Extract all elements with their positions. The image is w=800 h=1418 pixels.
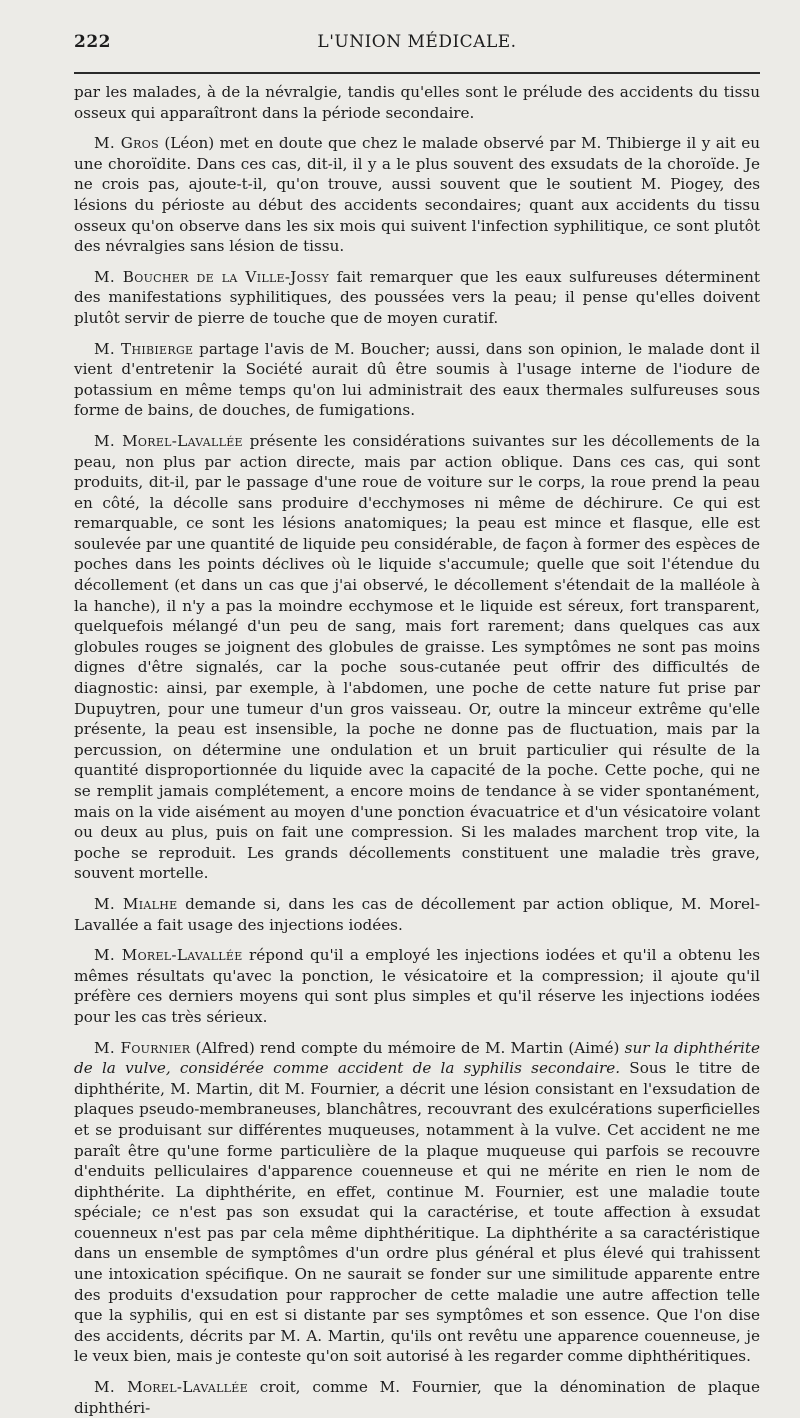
header-rule bbox=[74, 72, 760, 74]
paragraph-boucher bbox=[74, 267, 760, 329]
speaker-name: M. Thibierge bbox=[94, 339, 194, 358]
paragraph-text: Sous le titre de diphthérite, M. Martin, dit M. Fournier, a décrit une lésion consistant en l'exsudation de plaques pseudo-membraneuses, blanchâtres, recouvrant des exulcérations superficielles et se produisant sur différentes muqueuses, notamment à la vulve. Cet accident ne me paraît être qu'une forme particulière de la plaque muqueuse qui parfois se recouvre d'enduits pelliculaires d'apparence couenneuse et qui ne mérite en rien le nom de diphthérite. La diphthérite, en effet, continue M. Fournier, est une maladie toute spéciale; ce n'est pas son exsudat qui la caractérise, et toute affection à exsudat couenneux n'est pas par cela même diphthéritique. La diphthérite a sa caractéristique dans un ensemble de symptômes d'un ordre plus général et plus élevé qui trahissent une intoxication spécifique. On ne saurait se fonder sur une similitude apparente entre des produits d'exsudation pour rapprocher de cette maladie une autre affection telle que la syphilis, qui en est si distante par ses symptômes et son essence. Que l'on dise des accidents, décrits par M. A. Martin, qu'ils ont revêtu une apparence couenneuse, je le veux bien, mais je conteste qu'on soit autorisé à les regarder comme diphthéritiques. bbox=[74, 1059, 760, 1366]
paragraph-text-lead: (Alfred) rend compte du mémoire de M. Martin (Aimé) bbox=[190, 1038, 625, 1057]
paragraph-continuation bbox=[74, 82, 760, 123]
running-title: L'UNION MÉDICALE. bbox=[317, 32, 517, 52]
paragraph-text: partage l'avis de M. Boucher; aussi, dans son opinion, le malade dont il vient d'entretenir la Société aurait dû être soumis à l'usage interne de l'iodure de potassium en même temps qu'on lui administrait des eaux thermales sulfureuses sous forme de bains, de douches, de fumigations. bbox=[74, 339, 760, 420]
paragraph-morel-lavallee-2 bbox=[74, 945, 760, 1027]
speaker-name: M. Morel-Lavallée bbox=[94, 1378, 248, 1397]
memoir-title: sur la diphthérite de la vulve, considérée comme accident de la syphilis secondaire. bbox=[74, 1038, 760, 1078]
paragraph-fournier bbox=[74, 1038, 760, 1368]
speaker-name: M. Mialhe bbox=[94, 894, 178, 913]
paragraph-mialhe bbox=[74, 894, 760, 935]
speaker-name: M. Gros bbox=[94, 134, 159, 153]
paragraph-text: fait remarquer que les eaux sulfureuses déterminent des manifestations syphilitiques, des poussées vers la peau; il pense qu'elles doivent plutôt servir de pierre de touche que de moyen curatif. bbox=[74, 267, 760, 327]
paragraph-text: demande si, dans les cas de décollement par action oblique, M. Morel-Lavallée a fait usage des injections iodées. bbox=[74, 894, 760, 934]
page-number: 222 bbox=[74, 32, 111, 52]
paragraph-morel-lavallee-1 bbox=[74, 431, 760, 884]
paragraph-text: (Léon) met en doute que chez le malade observé par M. Thibierge il y ait eu une choroïdite. Dans ces cas, dit-il, il y a le plus souvent des exsudats de la choroïde. Je ne crois pas, ajoute-t-il, qu'on trouve, aussi souvent que le soutient M. Piogey, des lésions du périoste au début des accidents secondaires; quant aux accidents du tissu osseux qu'on observe dans les six mois qui suivent l'infection syphilitique, ce sont plutôt des névralgies sans lésion de tissu. bbox=[74, 134, 760, 256]
paragraph-thibierge bbox=[74, 339, 760, 421]
paragraph-text: répond qu'il a employé les injections iodées et qu'il a obtenu les mêmes résultats qu'avec la ponction, le vésicatoire et la compression; il ajoute qu'il préfère ces derniers moyens qui sont plus simples et qu'il réserve les injections iodées pour les cas très sérieux. bbox=[74, 946, 761, 1026]
page-header bbox=[74, 28, 760, 58]
paragraph-text: par les malades, à de la névralgie, tandis qu'elles sont le prélude des accidents du tissu osseux qui apparaîtront dans la période secondaire. bbox=[74, 83, 760, 122]
paragraph-gros bbox=[74, 133, 760, 257]
speaker-name: M. Morel-Lavallée bbox=[94, 431, 243, 450]
paragraph-morel-lavallee-3 bbox=[74, 1377, 760, 1418]
paragraph-text: présente les considérations suivantes sur les décollements de la peau, non plus par action directe, mais par action oblique. Dans ces cas, qui sont produits, dit-il, par le passage d'une roue de voiture sur le corps, la roue prend la peau en côté, la décolle sans produire d'ecchymoses ni même de déchirure. Ce qui est remarquable, ce sont les lésions anatomiques; la peau est mince et flasque, elle est soulevée par une quantité de liquide peu considérable, de façon à former des espèces de poches dans les points déclives où le liquide s'accumule; quelle que soit l'étendue du décollement (et dans un cas que j'ai observé, le décollement s'étendait de la malléole à la hanche), il n'y a pas la moindre ecchymose et le liquide est séreux, fort transparent, quelquefois mélangé d'un peu de sang, mais fort rarement; dans quelques cas aux globules rouges se joignent des globules de graisse. Les symptômes ne sont pas moins dignes d'être signalés, car la poche sous-cutanée peut offrir des difficultés de diagnostic: ainsi, par exemple, à l'abdomen, une poche de cette nature fut prise par Dupuytren, pour une tumeur d'un gros vaisseau. Or, outre la minceur extrême qu'elle présente, la peau est insensible, la poche ne donne pas de fluctuation, mais par la percussion, on détermine une ondulation et un bruit particulier qui résulte de la quantité disproportionnée du liquide avec la capacité de la poche. Cette poche, qui ne se remplit jamais complétement, a encore moins de tendance à se vider spontanément, mais on la vide aisément au moyen d'une ponction évacuatrice et d'un vésicatoire volant ou deux au plus, puis on fait une compression. Si les malades marchent trop vite, la poche se reproduit. Les grands décollements constituent une maladie très grave, souvent mortelle. bbox=[74, 431, 760, 883]
speaker-name: M. Boucher de la Ville-Jossy bbox=[94, 267, 330, 286]
speaker-name: M. Morel-Lavallée bbox=[94, 946, 243, 965]
paragraph-text: croit, comme M. Fournier, que la dénomination de plaque diphthéri- bbox=[74, 1378, 760, 1417]
speaker-name: M. Fournier bbox=[94, 1038, 191, 1057]
article-body bbox=[74, 82, 760, 1418]
